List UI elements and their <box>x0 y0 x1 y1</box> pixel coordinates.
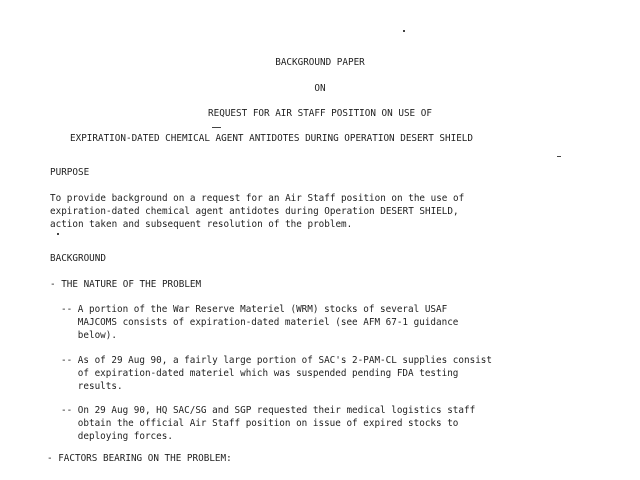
bullet-item-text-line: MAJCOMS consists of expiration-dated materiel (see AFM 67-1 guidance <box>61 317 459 328</box>
title-background-paper: BACKGROUND PAPER <box>275 57 365 68</box>
background-heading: BACKGROUND <box>50 253 106 264</box>
title-subject: EXPIRATION-DATED CHEMICAL AGENT ANTIDOTES DURING OPERATION DESERT SHIELD <box>70 133 473 144</box>
purpose-heading: PURPOSE <box>50 167 90 178</box>
bullet-item-text-line: -- On 29 Aug 90, HQ SAC/SG and SGP requested their medical logistics staff <box>61 405 476 416</box>
overline-mark <box>212 127 221 128</box>
bullet-item-text-line: below). <box>61 330 117 341</box>
purpose-text-line: expiration-dated chemical agent antidotes during Operation DESERT SHIELD, <box>50 206 459 217</box>
bullet-item-text-line: obtain the official Air Staff position on issue of expired stocks to <box>61 418 459 429</box>
title-on: ON <box>314 83 326 94</box>
scan-speck <box>403 30 405 32</box>
bullet-item-text-line: of expiration-dated materiel which was suspended pending FDA testing <box>61 368 459 379</box>
scan-speck <box>557 156 561 157</box>
scan-speck <box>57 233 59 235</box>
section-factors-bearing: - FACTORS BEARING ON THE PROBLEM: <box>47 453 232 464</box>
section-nature-of-problem: - THE NATURE OF THE PROBLEM <box>50 279 202 290</box>
bullet-item-text-line: deploying forces. <box>61 431 173 442</box>
bullet-item-text-line: -- A portion of the War Reserve Materiel (WRM) stocks of several USAF <box>61 304 448 315</box>
purpose-text-line: To provide background on a request for an Air Staff position on the use of <box>50 193 465 204</box>
bullet-item-text-line: -- As of 29 Aug 90, a fairly large portion of SAC's 2-PAM-CL supplies consist <box>61 355 492 366</box>
title-request: REQUEST FOR AIR STAFF POSITION ON USE OF <box>208 108 432 119</box>
bullet-item-text-line: results. <box>61 381 123 392</box>
purpose-text-line: action taken and subsequent resolution of the problem. <box>50 219 353 230</box>
